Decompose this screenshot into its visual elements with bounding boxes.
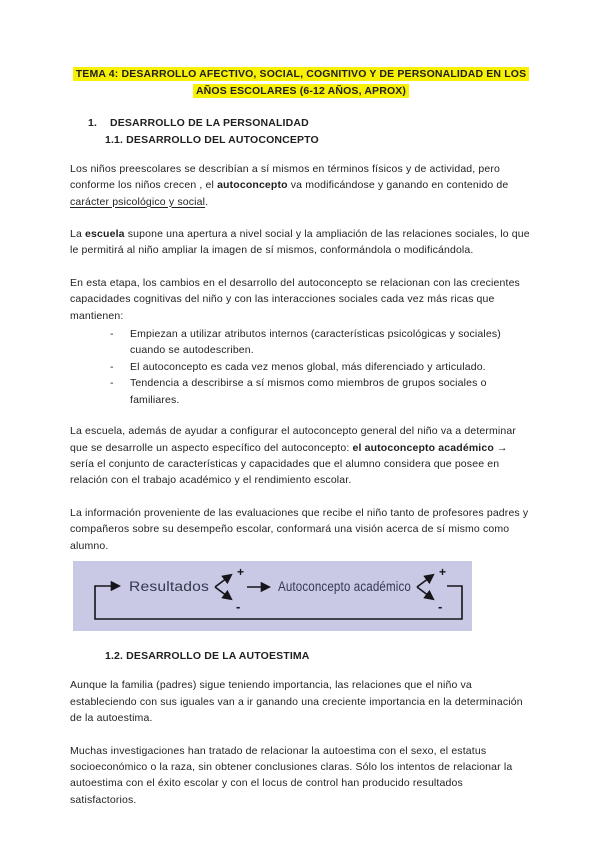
title-line-2: AÑOS ESCOLARES (6-12 AÑOS, APROX) <box>193 84 409 98</box>
bullet-text: El autoconcepto es cada vez menos global, más diferenciado y articulado. <box>130 360 486 373</box>
heading-1-label: DESARROLLO DE LA PERSONALIDAD <box>110 117 309 129</box>
text-run: La escuela, además de ayudar a configurar el autoconcepto general del niño va a determinar que se desarrolle un aspecto específico del autoconcepto: <box>70 425 517 454</box>
text-run: La <box>70 228 86 241</box>
paragraph-familia: Aunque la familia (padres) sigue teniendo importancia, las relaciones que el niño va estableciendo con sus iguales van a ir ganando una creciente importancia en la determinación de la autoestima. <box>70 679 523 725</box>
heading-1 <box>88 115 532 131</box>
arrow-minus-1 <box>215 587 231 599</box>
plus-sign-2: + <box>439 564 447 579</box>
text-run-underline: carácter psicológico y social <box>70 195 206 208</box>
feedback-loop-svg <box>73 561 472 631</box>
text-run: supone una apertura a nivel social y la ampliación de las relaciones sociales, lo que le permitirá al niño ampliar la imagen de sí mismos, conformándola o modificándola. <box>70 228 530 257</box>
document-title <box>70 66 532 100</box>
text-run: va modificándose y ganando en contenido de <box>287 179 509 192</box>
heading-1-1: 1.1. DESARROLLO DEL AUTOCONCEPTO <box>105 134 319 147</box>
paragraph-investigaciones: Muchas investigaciones han tratado de relacionar la autoestima con el sexo, el estatus socioeconómico o la raza, sin obtener conclusiones claras. Sólo los intentos de relacionar la autoestima con el éxito escolar y con el locus de control han producido resultados satisfactorios. <box>70 744 513 806</box>
paragraph-evaluaciones: La información proveniente de las evaluaciones que recibe el niño tanto de profesores padres y compañeros sobre su desempeño escolar, conformará una visión acerca de sí mismo como alumno. <box>70 506 529 552</box>
text-run: . <box>205 195 209 208</box>
arrow-plus-2 <box>417 575 433 587</box>
minus-sign-1: - <box>236 598 241 614</box>
paragraph-etapa: En esta etapa, los cambios en el desarrollo del autoconcepto se relacionan con las crecientes capacidades cognitivas del niño y con las interacciones sociales cada vez más ricas que mantienen: <box>70 276 520 322</box>
title-line-1: TEMA 4: DESARROLLO AFECTIVO, SOCIAL, COGNITIVO Y DE PERSONALIDAD EN LOS <box>73 67 530 81</box>
diagram-label-resultados: Resultados <box>129 578 210 594</box>
text-run-bold: escuela <box>85 228 125 241</box>
diagram-label-autoconcepto: Autoconcepto académico <box>278 578 411 594</box>
paragraph-autoconcepto-academico <box>70 423 532 489</box>
bullet-text: Empiezan a utilizar atributos internos (características psicológicas y sociales) cuando se autodescriben. <box>130 328 501 357</box>
arrow-minus-2 <box>417 587 433 599</box>
list-item <box>70 326 532 359</box>
paragraph-escuela <box>70 226 532 259</box>
bullet-dash: - <box>110 328 114 341</box>
plus-sign-1: + <box>237 564 245 579</box>
text-run: → sería el conjunto de características y capacidades que el alumno considera que posee en relación con el trabajo académico y el rendimiento escolar. <box>70 441 508 487</box>
bullet-text: Tendencia a describirse a sí mismos como miembros de grupos sociales o familiares. <box>130 377 487 406</box>
heading-1-2: 1.2. DESARROLLO DE LA AUTOESTIMA <box>105 649 310 662</box>
list-item <box>70 359 532 375</box>
text-run-bold: autoconcepto <box>217 179 288 192</box>
minus-sign-2: - <box>438 598 443 614</box>
text-run: Los niños preescolares se describían a sí mismos en términos físicos y de actividad, pero conforme los niños crecen , el <box>70 162 501 192</box>
arrow-plus-1 <box>215 575 231 587</box>
bullet-dash: - <box>110 377 114 390</box>
bullet-dash: - <box>110 360 114 373</box>
bullet-list <box>70 326 532 408</box>
text-run-bold: el autoconcepto académico <box>352 441 494 454</box>
paragraph-autoconcepto <box>70 161 532 210</box>
list-item <box>70 375 532 408</box>
heading-1-number: 1. <box>88 117 98 129</box>
feedback-loop-diagram <box>73 561 472 631</box>
